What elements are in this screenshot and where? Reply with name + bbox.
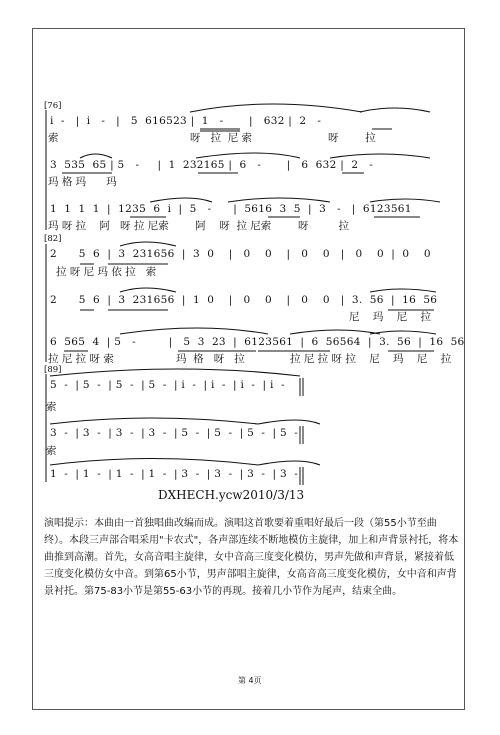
lyric-s2-part2: 尼 玛 尼 拉	[349, 311, 432, 323]
slur	[290, 330, 380, 334]
staff-s2-part2-notes: 2 5 6 | 3 231656 | 1 0 | 0 0 | 0 0 | 3. 56 | 16 56	[50, 294, 438, 306]
lyric-s1-part1-b: 呀 拉 尼 索	[190, 132, 253, 144]
lyric-s2-part3-b: 玛 格 呀 拉	[176, 353, 245, 365]
slur	[80, 154, 112, 158]
lyric-s1-part1-a: 索	[48, 132, 59, 144]
staff-s2-part1-notes: 2 5 6 | 3 231656 | 3 0 | 0 0 | 0 0 | 0 0 | 0 0	[50, 248, 431, 260]
final-barline	[300, 467, 303, 485]
slur	[196, 153, 300, 158]
slur	[50, 418, 258, 424]
lyric-s1-part1-c: 呀 拉	[328, 132, 376, 144]
lyric-s1-part3: 玛 呀 拉 阿 呀 拉 尼索 阿 呀 拉 尼索 呀 拉	[48, 220, 350, 232]
measure-number-89: [89]	[44, 365, 62, 375]
slur	[50, 369, 300, 376]
performance-notes: 演唱提示：本曲由一首独唱曲改编而成。演唱这首歌要着重唱好最后一段（第55小节至曲终）。本段三声部合唱采用"卡农式"，各声部连续不断地模仿主旋律，加上和声背景衬托，将本曲推到高潮。首先，女高音唱主旋律，女中音高三度变化模仿，男声先做和声背景，紧接着低三度变化模仿女中音。到第65小节，男声部唱主旋律，女高音高三度变化模仿，女中音和声背景衬托。第75-83小节是第55-63小节的再现。接着几小节作为尾声，结束全曲。	[44, 518, 459, 597]
slur	[120, 242, 176, 246]
slur	[190, 104, 362, 112]
slur	[330, 154, 430, 158]
lyric-s2-part1: 拉 呀 尼 玛 依 拉 索	[56, 266, 157, 278]
final-barline	[300, 378, 303, 396]
lyric-s3-part2: 索	[46, 445, 57, 457]
lyric-s3-part1: 索	[46, 401, 57, 413]
page-number: 第 4页	[238, 676, 262, 685]
underline	[200, 129, 392, 131]
underline	[388, 310, 434, 351]
staff-s1-part2-notes: 3 535 65 | 5 - | 1 232165 | 6 - | 6 632 | 2 -	[50, 159, 374, 171]
measure-number-82: [82]	[44, 234, 62, 244]
slur	[258, 420, 320, 424]
staff-s2-part3-notes: 6 565 4 | 5 - | 5 3 23 | 6123561 | 6 56564 | 3. 56 | 16 56	[50, 336, 465, 348]
slur	[258, 461, 320, 465]
lyric-s1-part2-a: 玛 格 玛 玛	[48, 176, 117, 188]
slur	[370, 289, 436, 292]
underline	[80, 264, 168, 310]
slur	[370, 199, 440, 202]
staff-s3-part1-notes: 5 - | 5 - | 5 - | 5 - | i̇ - | i̇ - | i̇ - | i̇ -	[50, 379, 285, 391]
staff-s3-part2-notes: 3 - | 3 - | 3 - | 3 - | 5 - | 5 - | 5 - | 5 -	[50, 427, 299, 439]
staff-s1-part1-notes: i̇ - | i̇ - | 5 616523 | 1 - | 632 | 2 -	[50, 115, 322, 127]
slur	[360, 108, 430, 112]
slur	[120, 288, 176, 292]
measure-number-76: [76]	[44, 101, 62, 111]
staff-s3-part3-notes: 1 - | 1 - | 1 - | 1 - | 3 - | 3 - | 3 - | 3 -	[50, 468, 299, 480]
slur	[228, 198, 330, 202]
lyric-s2-part3-c: 拉 尼 拉 呀 拉 尼 玛 尼 拉	[290, 353, 452, 365]
slur	[150, 198, 212, 202]
lyric-s2-part3-a: 拉 尼 拉 呀 索	[48, 353, 114, 365]
slur	[50, 459, 258, 466]
signature: DXHECH.ycw2010/3/13	[158, 488, 305, 502]
staff-s1-part3-notes: 1 1 1 1 | 1235 6 i̇ | 5 - | 5616 3 5 | 3 - | 6123561	[50, 203, 412, 215]
final-barline	[300, 426, 303, 444]
slur	[120, 328, 268, 334]
